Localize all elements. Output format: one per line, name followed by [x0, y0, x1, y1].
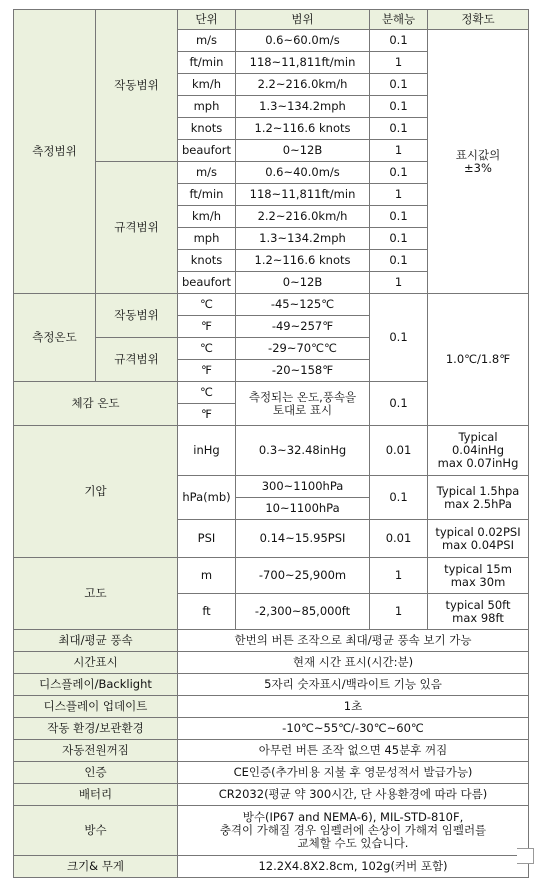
resolution-cell: 0.01	[370, 520, 428, 558]
table-row	[14, 784, 529, 806]
resolution-cell: 1	[370, 558, 428, 594]
header-resolution: 분해능	[370, 10, 428, 30]
range-cell: 0.6~60.0m/s	[236, 30, 370, 52]
unit-cell: km/h	[178, 74, 236, 96]
temp-operating-label: 작동범위	[96, 294, 178, 338]
range-cell: 0~12B	[236, 140, 370, 162]
resolution-cell: 0.1	[370, 30, 428, 52]
table-row	[14, 674, 529, 696]
unit-cell: hPa(mb)	[178, 476, 236, 520]
unit-cell: inHg	[178, 426, 236, 476]
accuracy-line: 0.04inHg	[451, 443, 505, 457]
unit-cell: beaufort	[178, 272, 236, 294]
table-row	[14, 856, 529, 878]
update-label: 디스플레이 업데이트	[14, 696, 178, 718]
table-row	[14, 718, 529, 740]
unit-cell: ℃	[178, 338, 236, 360]
resolution-cell: 1	[370, 52, 428, 74]
unit-cell: knots	[178, 250, 236, 272]
table-row	[14, 294, 529, 316]
resolution-cell: 0.1	[370, 476, 428, 520]
header-accuracy: 정확도	[428, 10, 529, 30]
range-cell: 0.14~15.95PSI	[236, 520, 370, 558]
resolution-cell: 0.1	[370, 118, 428, 140]
table-row	[14, 762, 529, 784]
unit-cell: PSI	[178, 520, 236, 558]
battery-label: 배터리	[14, 784, 178, 806]
accuracy-line: max 30m	[450, 574, 506, 589]
max-avg-label: 최대/평균 풍속	[14, 630, 178, 652]
unit-cell: mph	[178, 228, 236, 250]
unit-cell: ft/min	[178, 52, 236, 74]
accuracy-line: typical 0.02PSI	[435, 524, 521, 539]
accuracy-line: typical 50ft	[445, 597, 511, 612]
unit-cell: ft/min	[178, 184, 236, 206]
accuracy-line: max 0.07inHg	[437, 456, 519, 470]
accuracy-line: max 98ft	[452, 610, 504, 625]
unit-cell: knots	[178, 118, 236, 140]
unit-cell: ℉	[178, 316, 236, 338]
range-cell: 10~1100hPa	[236, 498, 370, 520]
cert-value: CE인증(추가비용 지불 후 영문성적서 발급가능)	[178, 762, 529, 784]
range-cell: -49~257℉	[236, 316, 370, 338]
temp-range-label: 측정온도	[14, 294, 96, 382]
header-row	[14, 10, 529, 30]
unit-cell: m/s	[178, 30, 236, 52]
edge-marker	[517, 848, 534, 864]
wind-rated-label: 규격범위	[96, 162, 178, 294]
accuracy-cell	[428, 558, 529, 594]
range-cell: -29~70℃℃	[236, 338, 370, 360]
resolution-cell: 0.1	[370, 162, 428, 184]
env-temp-value: -10℃~55℃/-30℃~60℃	[178, 718, 529, 740]
temp-rated-label: 규격범위	[96, 338, 178, 382]
resolution-cell: 1	[370, 594, 428, 630]
clock-label: 시간표시	[14, 652, 178, 674]
range-cell: 0.3~32.48inHg	[236, 426, 370, 476]
accuracy-line: max 2.5hPa	[444, 496, 512, 511]
resolution-cell: 1	[370, 272, 428, 294]
wind-accuracy-line1: 표시값의	[455, 147, 501, 162]
range-cell: 118~11,811ft/min	[236, 52, 370, 74]
cert-label: 인증	[14, 762, 178, 784]
range-cell: 1.3~134.2mph	[236, 228, 370, 250]
waterproof-line1: 방수(IP67 and NEMA-6), MIL-STD-810F,	[242, 810, 464, 824]
temp-resolution-cell: 0.1	[370, 294, 428, 382]
waterproof-line3: 교체할 수도 있습니다.	[297, 836, 409, 850]
range-cell: 2.2~216.0km/h	[236, 206, 370, 228]
table-row	[14, 630, 529, 652]
size-label: 크기& 무게	[14, 856, 178, 878]
unit-cell: m/s	[178, 162, 236, 184]
waterproof-value	[178, 806, 529, 856]
waterproof-line2: 충격이 가해질 경우 임펠러에 손상이 가해져 임펠러를	[219, 823, 487, 837]
env-temp-label: 작동 환경/보관환경	[14, 718, 178, 740]
unit-cell: beaufort	[178, 140, 236, 162]
accuracy-cell	[428, 476, 529, 520]
unit-cell: ℃	[178, 294, 236, 316]
header-unit: 단위	[178, 10, 236, 30]
feel-range-cell	[236, 382, 370, 426]
wind-accuracy-cell	[428, 30, 529, 294]
range-cell: 0~12B	[236, 272, 370, 294]
resolution-cell: 0.1	[370, 74, 428, 96]
spec-table	[13, 9, 529, 878]
display-label: 디스플레이/Backlight	[14, 674, 178, 696]
accuracy-line: Typical 1.5hpa	[436, 483, 520, 498]
range-cell: -2,300~85,000ft	[236, 594, 370, 630]
feel-range-line2: 토대로 표시	[272, 402, 333, 417]
range-cell: 118~11,811ft/min	[236, 184, 370, 206]
max-avg-value: 한번의 버튼 조작으로 최대/평균 풍속 보기 가능	[178, 630, 529, 652]
range-cell: -20~158℉	[236, 360, 370, 382]
accuracy-cell	[428, 594, 529, 630]
range-cell: -700~25,900m	[236, 558, 370, 594]
table-row	[14, 806, 529, 856]
table-row	[14, 652, 529, 674]
range-cell: 1.3~134.2mph	[236, 96, 370, 118]
resolution-cell: 0.1	[370, 250, 428, 272]
unit-cell: ℉	[178, 404, 236, 426]
auto-off-label: 자동전원꺼짐	[14, 740, 178, 762]
header-range: 범위	[236, 10, 370, 30]
feel-temp-label: 체감 온도	[14, 382, 178, 426]
temp-accuracy-cell: 1.0℃/1.8℉	[428, 294, 529, 426]
range-cell: 1.2~116.6 knots	[236, 118, 370, 140]
range-cell: 0.6~40.0m/s	[236, 162, 370, 184]
display-value: 5자리 숫자표시/백라이트 기능 있음	[178, 674, 529, 696]
range-cell: 300~1100hPa	[236, 476, 370, 498]
unit-cell: ft	[178, 594, 236, 630]
clock-value: 현재 시간 표시(시간:분)	[178, 652, 529, 674]
unit-cell: m	[178, 558, 236, 594]
resolution-cell: 1	[370, 140, 428, 162]
range-cell: 2.2~216.0km/h	[236, 74, 370, 96]
pressure-label: 기압	[14, 426, 178, 558]
accuracy-cell	[428, 426, 529, 476]
range-cell: 1.2~116.6 knots	[236, 250, 370, 272]
accuracy-cell	[428, 520, 529, 558]
battery-value: CR2032(평균 약 300시간, 단 사용환경에 따라 다름)	[178, 784, 529, 806]
unit-cell: ℉	[178, 360, 236, 382]
accuracy-line: Typical	[458, 430, 498, 444]
unit-cell: mph	[178, 96, 236, 118]
altitude-label: 고도	[14, 558, 178, 630]
size-value: 12.2X4.8X2.8cm, 102g(커버 포함)	[178, 856, 529, 878]
resolution-cell: 1	[370, 184, 428, 206]
table-row	[14, 740, 529, 762]
resolution-cell: 0.1	[370, 228, 428, 250]
feel-resolution-cell: 0.1	[370, 382, 428, 426]
resolution-cell: 0.1	[370, 96, 428, 118]
table-row	[14, 696, 529, 718]
feel-range-line1: 측정되는 온도,풍속을	[248, 389, 357, 404]
waterproof-label: 방수	[14, 806, 178, 856]
accuracy-line: typical 15m	[444, 561, 512, 576]
resolution-cell: 0.01	[370, 426, 428, 476]
unit-cell: ℃	[178, 382, 236, 404]
table-row	[14, 426, 529, 476]
wind-range-label: 측정범위	[14, 10, 96, 294]
wind-operating-label: 작동범위	[96, 10, 178, 162]
update-value: 1초	[178, 696, 529, 718]
wind-accuracy-line2: ±3%	[464, 160, 492, 175]
range-cell: -45~125℃	[236, 294, 370, 316]
auto-off-value: 아무런 버튼 조작 없으면 45분후 꺼짐	[178, 740, 529, 762]
table-row	[14, 558, 529, 594]
unit-cell: km/h	[178, 206, 236, 228]
accuracy-line: max 0.04PSI	[442, 537, 514, 552]
resolution-cell: 0.1	[370, 206, 428, 228]
